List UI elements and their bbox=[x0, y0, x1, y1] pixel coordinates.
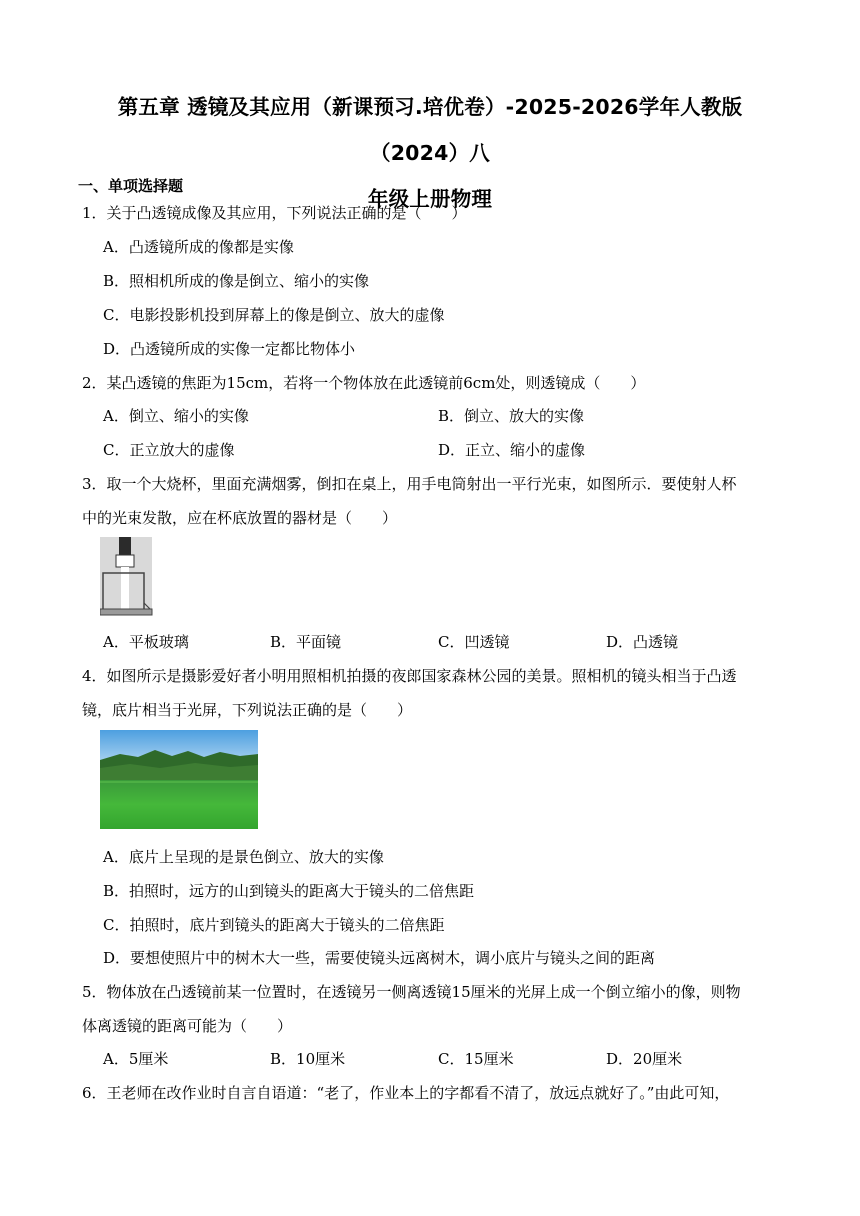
question-5-stem-line-2: 体离透镜的距离可能为（ ） bbox=[82, 1017, 293, 1035]
question-4-option-d: D．要想使照片中的树木大一些，需要使镜头远离树木，调小底片与镜头之间的距离 bbox=[103, 949, 656, 967]
question-3-option-a: A．平板玻璃 bbox=[103, 633, 189, 651]
section-heading: 一、单项选择题 bbox=[78, 177, 184, 195]
question-5-option-a: A．5厘米 bbox=[103, 1050, 169, 1068]
beaker-flashlight-figure bbox=[100, 537, 154, 617]
question-4-option-b: B．拍照时，远方的山到镜头的距离大于镜头的二倍焦距 bbox=[103, 882, 475, 900]
question-6-stem: 6．王老师在改作业时自言自语道：“老了，作业本上的字都看不清了，放远点就好了。”由此可知， bbox=[82, 1084, 730, 1102]
question-4-option-a: A．底片上呈现的是景色倒立、放大的实像 bbox=[103, 848, 384, 866]
question-1-option-d: D．凸透镜所成的实像一定都比物体小 bbox=[103, 340, 356, 358]
question-2-option-b: B．倒立、放大的实像 bbox=[438, 407, 585, 425]
question-3-option-c: C．凹透镜 bbox=[438, 633, 510, 651]
question-3-option-d: D．凸透镜 bbox=[606, 633, 679, 651]
forest-lake-photo bbox=[100, 730, 258, 829]
question-1-option-b: B．照相机所成的像是倒立、缩小的实像 bbox=[103, 272, 370, 290]
question-2-stem: 2．某凸透镜的焦距为15cm，若将一个物体放在此透镜前6cm处，则透镜成（ ） bbox=[82, 374, 646, 392]
question-1-option-a: A．凸透镜所成的像都是实像 bbox=[103, 238, 294, 256]
title-line-1: 第五章 透镜及其应用（新课预习.培优卷）-2025-2026学年人教版（2024）八 bbox=[117, 95, 743, 165]
question-3-stem-line-2: 中的光束发散，应在杯底放置的器材是（ ） bbox=[82, 509, 398, 527]
question-5-stem-line-1: 5．物体放在凸透镜前某一位置时，在透镜另一侧离透镜15厘米的光屏上成一个倒立缩小的像，则物 bbox=[82, 983, 741, 1001]
question-5-option-d: D．20厘米 bbox=[606, 1050, 683, 1068]
question-3-option-b: B．平面镜 bbox=[270, 633, 342, 651]
question-5-option-b: B．10厘米 bbox=[270, 1050, 346, 1068]
question-4-option-c: C．拍照时，底片到镜头的距离大于镜头的二倍焦距 bbox=[103, 916, 445, 934]
question-1-option-c: C．电影投影机投到屏幕上的像是倒立、放大的虚像 bbox=[103, 306, 445, 324]
question-2-option-c: C．正立放大的虚像 bbox=[103, 441, 235, 459]
question-3-stem-line-1: 3．取一个大烧杯，里面充满烟雾，倒扣在桌上，用手电筒射出一平行光束，如图所示．要使射人杯 bbox=[82, 475, 737, 493]
question-5-option-c: C．15厘米 bbox=[438, 1050, 514, 1068]
question-4-stem-line-1: 4．如图所示是摄影爱好者小明用照相机拍摄的夜郎国家森林公园的美景。照相机的镜头相当于凸透 bbox=[82, 667, 737, 685]
question-1-stem: 1．关于凸透镜成像及其应用，下列说法正确的是（ ） bbox=[82, 204, 467, 222]
title-line-2: 年级上册物理 bbox=[367, 187, 493, 211]
question-2-option-a: A．倒立、缩小的实像 bbox=[103, 407, 249, 425]
question-4-stem-line-2: 镜，底片相当于光屏，下列说法正确的是（ ） bbox=[82, 701, 413, 719]
question-2-option-d: D．正立、缩小的虚像 bbox=[438, 441, 586, 459]
